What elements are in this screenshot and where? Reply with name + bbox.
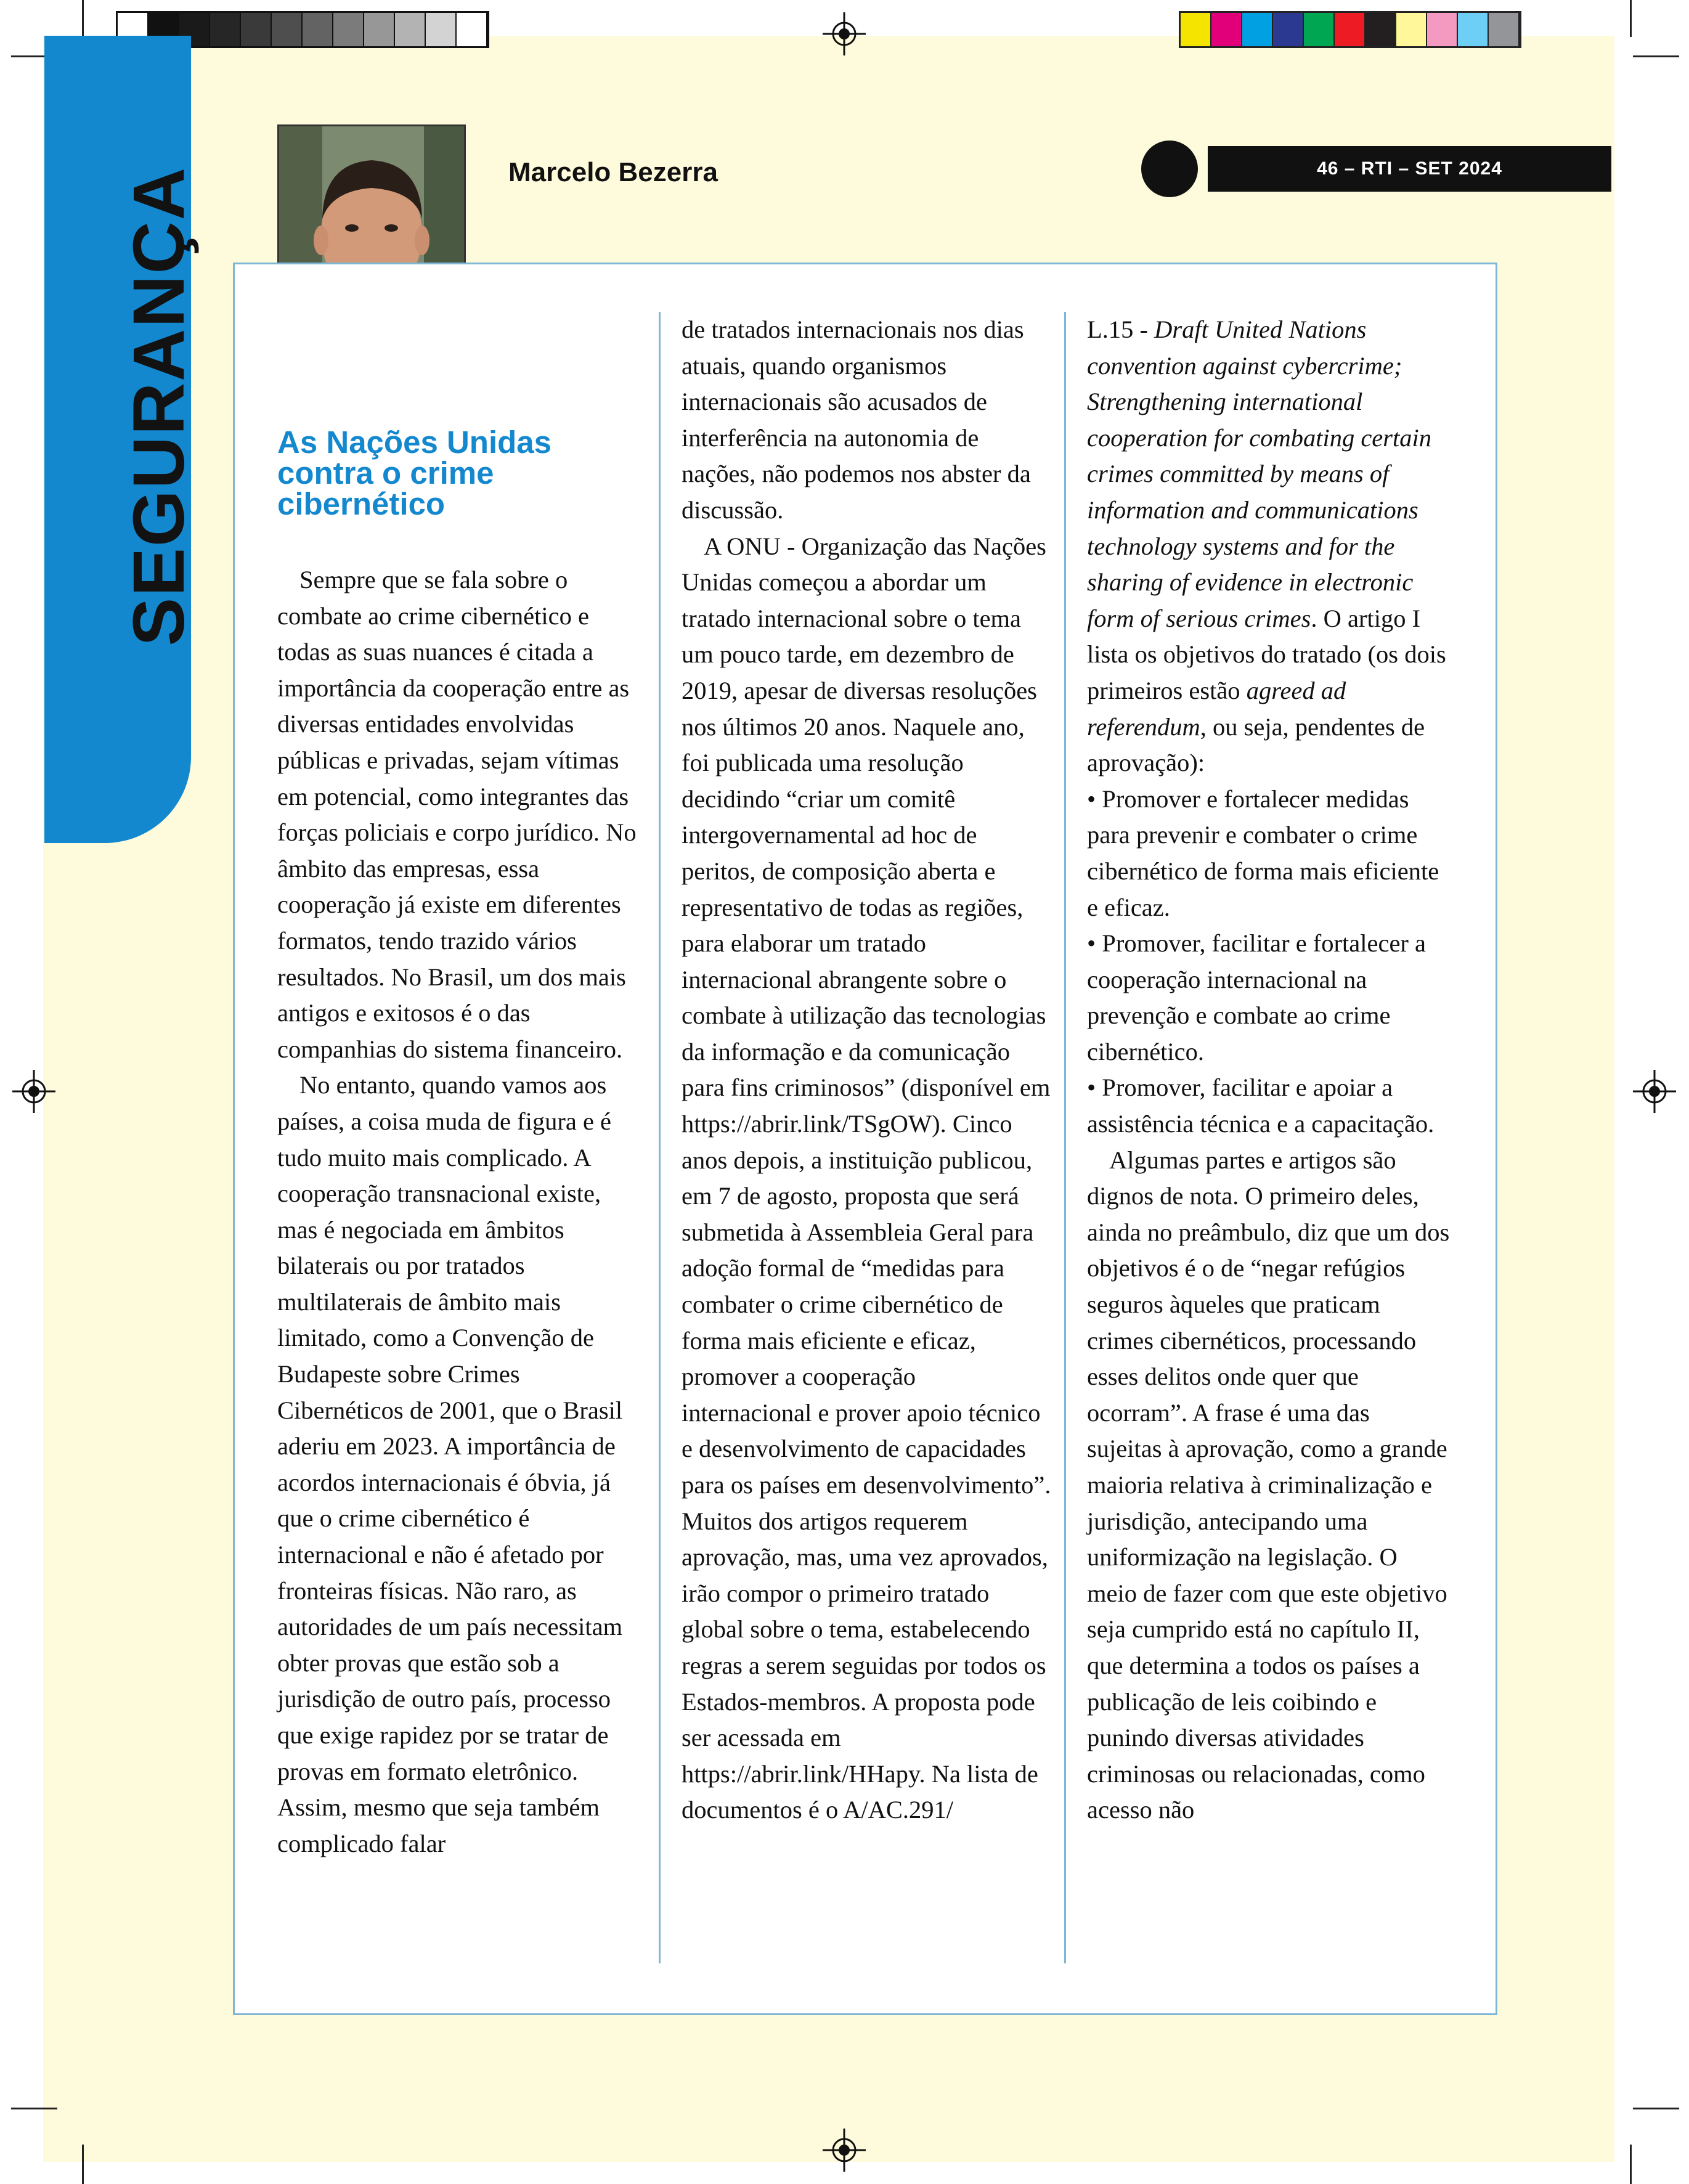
crop-mark xyxy=(82,0,84,37)
page-marker-dot xyxy=(1141,141,1198,197)
paragraph-text: L.15 - xyxy=(1087,316,1155,343)
crop-mark xyxy=(1630,2145,1632,2184)
paragraph: de tratados internacionais nos dias atuais, quando organismos internacionais são acusados de interferência na autonomia de nações, não podemos nos abster da discussão. xyxy=(682,316,1031,524)
article-column-3 xyxy=(1087,312,1451,1828)
gray-swatch xyxy=(426,13,457,46)
color-swatch xyxy=(1335,13,1365,46)
color-swatch xyxy=(1304,13,1335,46)
color-swatch xyxy=(1458,13,1489,46)
bullet-item: • Promover, facilitar e fortalecer a cooperação internacional na prevenção e combate ao crime cibernético. xyxy=(1087,929,1426,1066)
paragraph: Sempre que se fala sobre o combate ao crime cibernético e todas as suas nuances é citada a importância da cooperação entre as diversas entidades envolvidas públicas e privadas, sejam vítimas em potencial, como integrantes das forças policiais e corpo jurídico. No âmbito das empresas, essa cooperação já existe em diferentes formatos, tendo trazido vários resultados. No Brasil, um dos mais antigos e exitosos é o das companhias do sistema financeiro. xyxy=(277,566,637,1063)
registration-mark-icon xyxy=(1633,1070,1676,1113)
article-column-2 xyxy=(682,312,1051,1828)
gray-swatch xyxy=(303,13,333,46)
color-swatch xyxy=(1211,13,1242,46)
author-name: Marcelo Bezerra xyxy=(508,157,718,187)
color-swatch xyxy=(1365,13,1396,46)
gray-swatch xyxy=(395,13,426,46)
color-swatch xyxy=(1242,13,1273,46)
gray-swatch xyxy=(272,13,303,46)
color-swatch xyxy=(1427,13,1458,46)
registration-mark-icon xyxy=(823,2129,866,2172)
treaty-title: Draft United Nations convention against cybercrime; Strengthening international cooperation for combating certain crimes committed by means of information and communications technology systems and for the sharing of evidence in electronic form of serious crimes xyxy=(1087,316,1432,632)
color-swatch xyxy=(1489,13,1520,46)
article-headline: As Nações Unidas contra o crime cibernético xyxy=(277,425,552,521)
bullet-item: • Promover, facilitar e apoiar a assistência técnica e a capacitação. xyxy=(1087,1074,1435,1138)
paragraph-text: . O artigo I lista os objetivos do tratado (os dois primeiros estão xyxy=(1087,604,1446,704)
crop-mark xyxy=(11,2108,57,2109)
bullet-item: • Promover e fortalecer medidas para prevenir e combater o crime cibernético de forma mais eficiente e eficaz. xyxy=(1087,784,1439,921)
gray-swatch xyxy=(457,13,487,46)
latin-phrase: agreed ad referendum xyxy=(1087,676,1346,741)
crop-mark xyxy=(1630,0,1632,37)
page-label: 46 – RTI – SET 2024 xyxy=(1208,146,1611,192)
crop-mark xyxy=(1633,2108,1679,2109)
article-column-1 xyxy=(277,562,641,1862)
registration-mark-icon xyxy=(823,12,866,55)
paragraph: No entanto, quando vamos aos países, a coisa muda de figura e é tudo muito mais complicado. A cooperação transnacional existe, mas é negociada em âmbitos bilaterais ou por tratados multilaterais de âmbito mais limitado, como a Convenção de Budapeste sobre Crimes Cibernéticos de 2001, que o Brasil aderiu em 2023. A importância de acordos internacionais é óbvia, já que o crime cibernético é internacional e não é afetado por fronteiras físicas. Não raro, as autoridades de um país necessitam obter provas que estão sob a jurisdição de outro país, processo que exige rapidez por se tratar de provas em formato eletrônico. Assim, mesmo que seja também complicado falar xyxy=(277,1071,623,1857)
gray-swatch xyxy=(333,13,364,46)
gray-swatch xyxy=(241,13,272,46)
gray-swatch xyxy=(364,13,395,46)
crop-mark xyxy=(82,2145,84,2184)
gray-swatch xyxy=(210,13,241,46)
paragraph-text: , ou seja, pendentes de aprovação): xyxy=(1087,712,1425,777)
section-title: SEGURANÇA xyxy=(118,166,200,646)
paragraph: A ONU - Organização das Nações Unidas começou a abordar um tratado internacional sobre o tema um pouco tarde, em dezembro de 2019, apesar de diversas resoluções nos últimos 20 anos. Naquele ano, foi publicada uma resolução decidindo “criar um comitê intergovernamental ad hoc de peritos, de composição aberta e representativo de todas as regiões, para elaborar um tratado internacional abrangente sobre o combate à utilização das tecnologias da informação e da comunicação para fins criminosos” (disponível em https://abrir.link/TSgOW). Cinco anos depois, a instituição publicou, em 7 de agosto, proposta que será submetida à Assembleia Geral para adoção formal de “medidas para combater o crime cibernético de forma mais eficiente e eficaz, promover a cooperação internacional e prover apoio técnico e desenvolvimento de capacidades para os países em desenvolvimento”. Muitos dos artigos requerem aprovação, mas, uma vez aprovados, irão compor o primeiro tratado global sobre o tema, estabelecendo regras a serem seguidas por todos os Estados-membros. A proposta pode ser acessada em https://abrir.link/HHapy. Na lista de documentos é o A/AC.291/ xyxy=(682,532,1051,1824)
column-divider xyxy=(1064,312,1066,1963)
color-calibration-bar xyxy=(1179,11,1521,48)
color-swatch xyxy=(1273,13,1304,46)
registration-mark-icon xyxy=(12,1070,55,1113)
color-swatch xyxy=(1396,13,1427,46)
paragraph xyxy=(1087,312,1451,781)
crop-mark xyxy=(1633,55,1679,57)
column-divider xyxy=(659,312,661,1963)
color-swatch xyxy=(1181,13,1211,46)
paragraph: Algumas partes e artigos são dignos de nota. O primeiro deles, ainda no preâmbulo, diz que um dos objetivos é o de “negar refúgios seguros àqueles que praticam crimes cibernéticos, processando esses delitos onde quer que ocorram”. A frase é uma das sujeitas à aprovação, como a grande maioria relativa à criminalização e jurisdição, antecipando uma uniformização na legislação. O meio de fazer com que este objetivo seja cumprido está no capítulo II, que determina a todos os países a publicação de leis coibindo e punindo diversas atividades criminosas ou relacionadas, como acesso não xyxy=(1087,1146,1450,1824)
